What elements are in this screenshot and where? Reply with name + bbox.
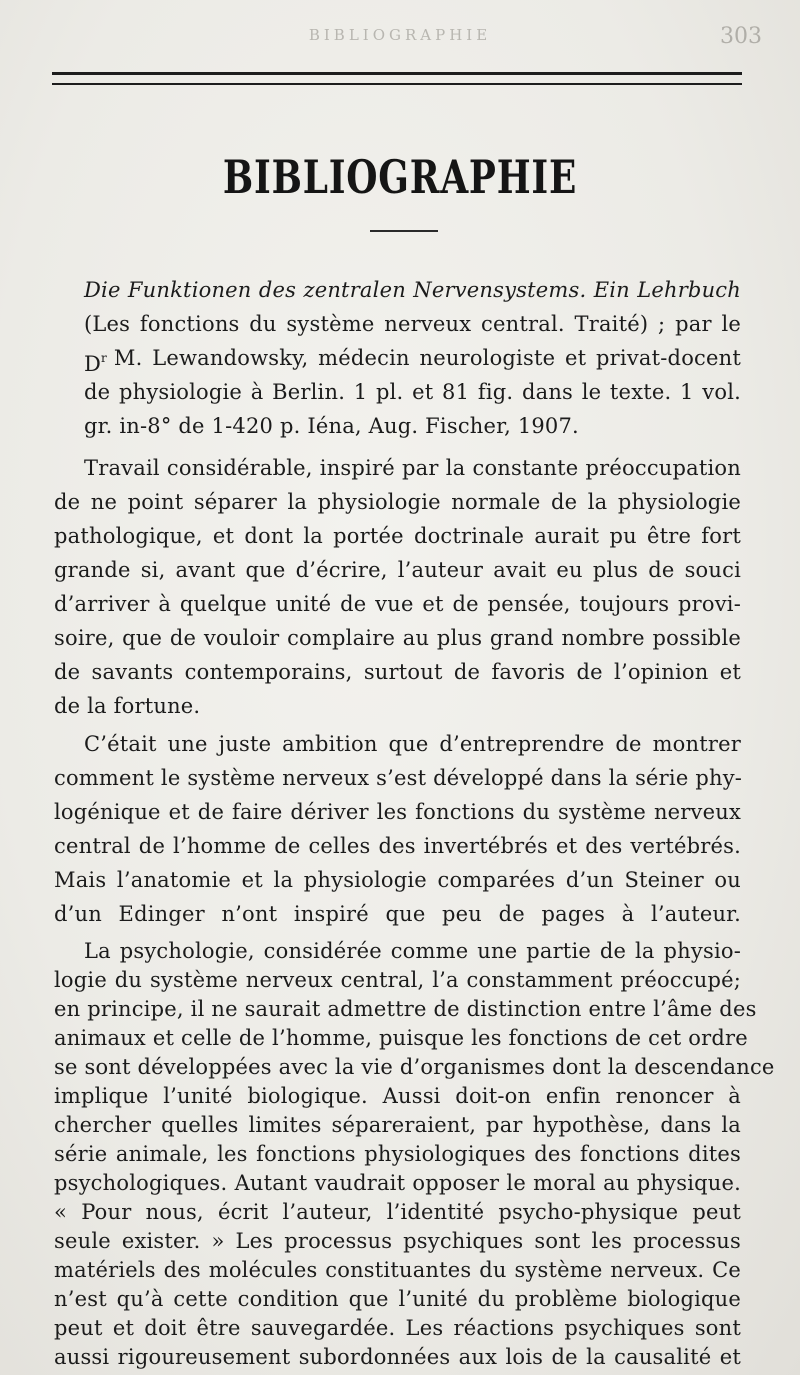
paragraph-line: « Pour nous, écrit l’auteur, l’identité psycho-physique peut bbox=[54, 1200, 741, 1224]
paragraph-line: Mais l’anatomie et la physiologie comparées d’un Steiner ou bbox=[54, 868, 741, 892]
running-head: BIBLIOGRAPHIE bbox=[308, 26, 492, 44]
entry-title: Die Funktionen des zentralen Nervensystems. Ein Lehrbuch bbox=[84, 278, 741, 302]
paragraph-line: d’un Edinger n’ont inspiré que peu de pages à l’auteur. bbox=[54, 902, 741, 926]
paragraph-line: peut et doit être sauvegardée. Les réactions psychiques sont bbox=[54, 1316, 741, 1340]
entry-line: de physiologie à Berlin. 1 pl. et 81 fig. dans le texte. 1 vol. bbox=[84, 380, 741, 404]
paragraph-line: n’est qu’à cette condition que l’unité du problème biologique bbox=[54, 1287, 741, 1311]
entry-line-doctor bbox=[84, 341, 741, 375]
paragraph-line: chercher quelles limites sépareraient, par hypothèse, dans la bbox=[54, 1113, 741, 1137]
paragraph-line: animaux et celle de l’homme, puisque les fonctions de cet ordre bbox=[54, 1026, 748, 1050]
paragraph-line: matériels des molécules constituantes du système nerveux. Ce bbox=[54, 1258, 741, 1282]
paragraph-line: grande si, avant que d’écrire, l’auteur avait eu plus de souci bbox=[54, 558, 741, 582]
paragraph-line: Travail considérable, inspiré par la constante préoccupation bbox=[84, 456, 741, 480]
paragraph-line: psychologiques. Autant vaudrait opposer le moral au physique. bbox=[54, 1171, 741, 1195]
paragraph-line: La psychologie, considérée comme une partie de la physio- bbox=[84, 939, 741, 963]
paragraph-line: soire, que de vouloir complaire au plus grand nombre possible bbox=[54, 626, 741, 650]
paragraph-line: pathologique, et dont la portée doctrinale aurait pu être fort bbox=[54, 524, 741, 548]
paragraph-line: central de l’homme de celles des invertébrés et des vertébrés. bbox=[54, 834, 741, 858]
paragraph-line: implique l’unité biologique. Aussi doit-on enfin renoncer à bbox=[54, 1084, 741, 1108]
paragraph-line: logénique et de faire dériver les fonctions du système nerveux bbox=[54, 800, 741, 824]
paragraph-line: en principe, il ne saurait admettre de distinction entre l’âme des bbox=[54, 997, 757, 1021]
entry-line: M. Lewandowsky, médecin neurologiste et privat-docent bbox=[113, 346, 741, 370]
paragraph-line: logie du système nerveux central, l’a constamment préoccupé; bbox=[54, 968, 741, 992]
header-rule-thick bbox=[52, 72, 742, 75]
section-title: BIBLIOGRAPHIE bbox=[222, 150, 578, 204]
doctor-prefix: $D^r$ bbox=[84, 351, 107, 376]
paragraph-line: de ne point séparer la physiologie normale de la physiologie bbox=[54, 490, 741, 514]
paragraph-line: série animale, les fonctions physiologiques des fonctions dites bbox=[54, 1142, 741, 1166]
paragraph-line: C’était une juste ambition que d’entreprendre de montrer bbox=[84, 732, 741, 756]
paragraph-line: d’arriver à quelque unité de vue et de pensée, toujours provi- bbox=[54, 592, 741, 616]
header-rule-thin bbox=[52, 83, 742, 85]
paragraph-line: aussi rigoureusement subordonnées aux lois de la causalité et bbox=[54, 1345, 741, 1369]
paragraph-line: seule exister. » Les processus psychiques sont les processus bbox=[54, 1229, 741, 1253]
title-underline-rule bbox=[370, 230, 438, 232]
page-number: 303 bbox=[720, 24, 762, 49]
paragraph-line: comment le système nerveux s’est développé dans la série phy- bbox=[54, 766, 743, 790]
paragraph-line: de savants contemporains, surtout de favoris de l’opinion et bbox=[54, 660, 741, 684]
entry-line: gr. in-8° de 1-420 p. Iéna, Aug. Fischer, 1907. bbox=[84, 414, 579, 438]
paragraph-line: de la fortune. bbox=[54, 694, 201, 718]
paragraph-line: se sont développées avec la vie d’organismes dont la descendance bbox=[54, 1055, 775, 1079]
entry-line: (Les fonctions du système nerveux central. Traité) ; par le bbox=[84, 312, 741, 336]
